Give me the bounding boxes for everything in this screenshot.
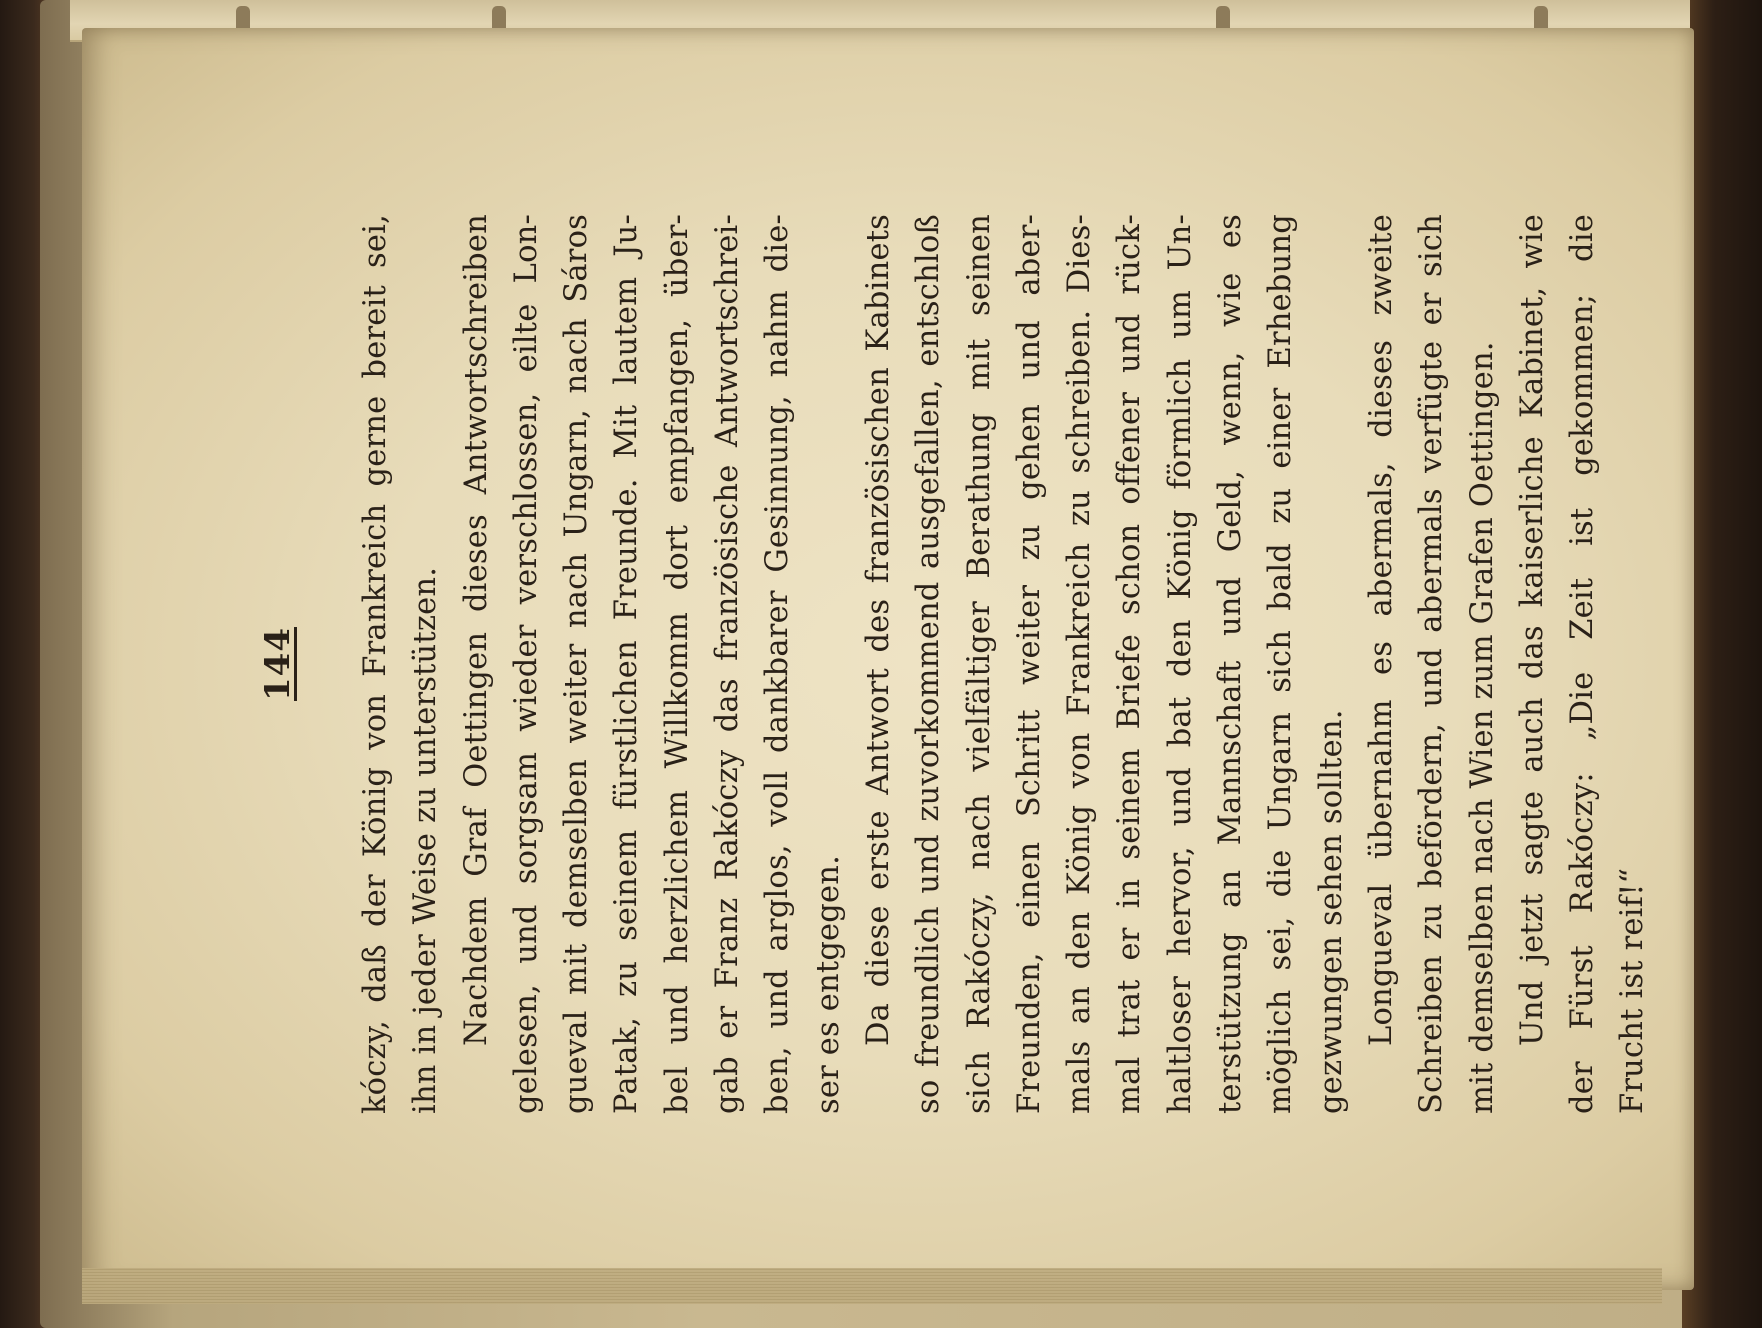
- text-line: mals an den König von Frankreich zu schreiben. Dies-: [1062, 214, 1098, 1114]
- text-line: mal trat er in seinem Briefe schon offener und rück-: [1112, 214, 1148, 1114]
- text-line: sich Rakóczy, nach vielfältiger Berathung mit seinen: [961, 214, 997, 1114]
- text-line: Frucht ist reif!“: [1615, 867, 1651, 1114]
- text-line: Longueval übernahm es abermals, dieses zweite: [1363, 214, 1399, 1046]
- text-line: möglich sei, die Ungarn sich bald zu einer Erhebung: [1263, 214, 1299, 1114]
- paragraph-5: [1508, 214, 1659, 1114]
- text-line: gueval mit demselben weiter nach Ungarn, nach Sáros: [559, 214, 595, 1114]
- paragraph-1: [351, 214, 452, 1114]
- text-line: so freundlich und zuvorkommend ausgefallen, entschloß: [911, 214, 947, 1114]
- text-line: Da diese erste Antwort des französischen Kabinets: [860, 214, 896, 1046]
- text-line: ihn in jeder Weise zu unterstützen.: [408, 566, 444, 1114]
- text-line: Freunden, einen Schritt weiter zu gehen und aber-: [1011, 214, 1047, 1114]
- text-line: bel und herzlichem Willkomm dort empfangen, über-: [659, 214, 695, 1114]
- text-line: der Fürst Rakóczy: „Die Zeit ist gekommen; die: [1565, 214, 1601, 1114]
- paragraph-2: [452, 214, 854, 1114]
- text-line: terstützung an Mannschaft und Geld, wenn, wie es: [1213, 214, 1249, 1114]
- text-line: gelesen, und sorgsam wieder verschlossen, eilte Lon-: [508, 214, 544, 1114]
- rotated-text-block: [251, 214, 1651, 1114]
- text-line: gezwungen sehen sollten.: [1313, 709, 1349, 1114]
- text-line: Schreiben zu befördern, und abermals verfügte er sich: [1414, 214, 1450, 1114]
- text-line: Patak, zu seinem fürstlichen Freunde. Mit lautem Ju-: [609, 214, 645, 1114]
- text-line: haltloser hervor, und bat den König förmlich um Un-: [1162, 214, 1198, 1114]
- paragraph-3: [854, 214, 1357, 1114]
- text-line: ben, und arglos, voll dankbarer Gesinnung, nahm die-: [760, 214, 796, 1114]
- text-line: ser es entgegen.: [810, 854, 846, 1114]
- text-line: Und jetzt sagte auch das kaiserliche Kabinet, wie: [1514, 214, 1550, 1046]
- paragraph-4: [1357, 214, 1508, 1114]
- page-edges: [82, 1268, 1662, 1304]
- text-line: Nachdem Graf Oettingen dieses Antwortschreiben: [458, 214, 494, 1046]
- page-number: 144: [258, 627, 298, 701]
- text-line: mit demselben nach Wien zum Grafen Oettingen.: [1464, 341, 1500, 1114]
- text-line: gab er Franz Rakóczy das französische Antwortschrei-: [710, 214, 746, 1114]
- text-line: kóczy, daß der König von Frankreich gerne bereit sei,: [358, 214, 393, 1114]
- book-cover-right: [1682, 0, 1762, 1328]
